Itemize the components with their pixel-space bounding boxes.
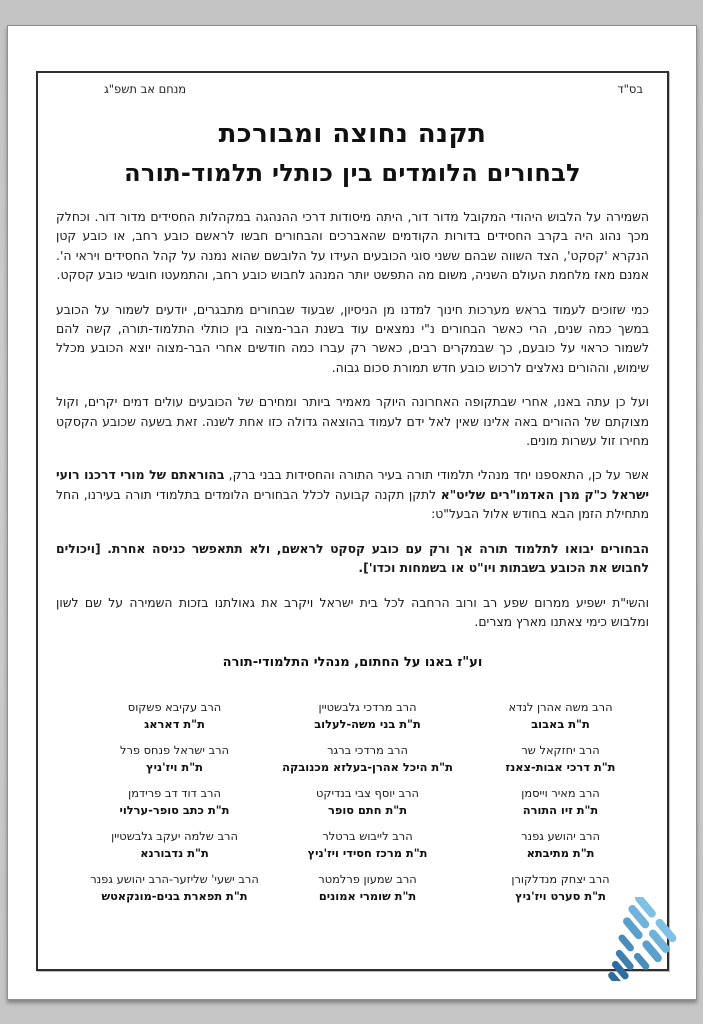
rabbi-name: הרב יחזקאל שר bbox=[521, 743, 600, 758]
school-name: ת"ת חתם סופר bbox=[328, 803, 407, 818]
title-line-2: לבחורים הלומדים בין כותלי תלמוד-תורה bbox=[124, 159, 581, 187]
title-line-1: תקנה נחוצה ומבורכת bbox=[218, 119, 487, 149]
paragraph-4-pre: אשר על כן, התאספנו יחד מנהלי תלמודי תורה בעיר התורה והחסידות בבני ברק, bbox=[224, 467, 649, 483]
paragraph-4-post: לתקן תקנה קבועה לכלל הבחורים הלומדים בתלמודי תורה בעירנו, החל מתחילת הזמן הבא בחודש אלול הבעל"ט: bbox=[56, 486, 649, 522]
paragraph-3: ועל כן עתה באנו, אחרי שבתקופה האחרונה היוקר מאמיר ביותר ומחירם של הכובעים עולים דמים יקרים, וקול מצוקתם של ההורים באה אלינו שאין לאל ידם לעמוד בהוצאה גדולה כזו אחת לשנה. זאת בשעה שכובע הקסקט מחירו זול עשרות מונים. bbox=[56, 394, 649, 449]
rabbi-name: הרב יהושע גפנר bbox=[521, 829, 600, 844]
signoff-line: וע"ז באנו על החתום, מנהלי התלמודי-תורה bbox=[222, 655, 483, 671]
paragraph-4 bbox=[56, 465, 649, 523]
school-name: ת"ת באבוב bbox=[531, 717, 590, 732]
scanned-document-page bbox=[7, 25, 697, 1000]
rabbi-name: הרב מרדכי גלבשטיין bbox=[318, 700, 417, 715]
document-border-frame bbox=[36, 71, 669, 971]
rabbi-name: הרב דוד דב פרידמן bbox=[128, 786, 221, 801]
signature-entry bbox=[521, 786, 599, 818]
signature-entry bbox=[521, 829, 600, 861]
school-name: ת"ת מרכז חסידי ויז'ניץ bbox=[307, 846, 428, 861]
signature-entry bbox=[111, 829, 238, 861]
signature-entry bbox=[308, 829, 428, 861]
signature-column-left bbox=[78, 700, 271, 915]
signature-entry bbox=[128, 700, 221, 732]
school-name: ת"ת ויז'ניץ bbox=[146, 760, 203, 775]
signature-entry bbox=[282, 743, 453, 775]
bsd-header-text: בס"ד bbox=[617, 82, 643, 96]
hebrew-date-text: מנחם אב תשפ"ג bbox=[104, 82, 187, 96]
rabbi-name: הרב יוסף צבי בנדיקט bbox=[316, 786, 419, 801]
school-name: ת"ת בני משה-לעלוב bbox=[314, 717, 421, 732]
school-name: ת"ת זיו התורה bbox=[522, 803, 599, 818]
school-name: ת"ת היכל אהרן-בעלזא מכנובקה bbox=[282, 760, 453, 775]
signature-entry bbox=[506, 743, 616, 775]
signature-entry bbox=[90, 872, 259, 904]
rabbi-name: הרב משה אהרן לנדא bbox=[508, 700, 613, 715]
document-body bbox=[38, 207, 667, 631]
signature-entry bbox=[120, 743, 229, 775]
rabbi-name: הרב מרדכי ברגר bbox=[327, 743, 408, 758]
school-name: ת"ת כתב סופר-ערלוי bbox=[119, 803, 230, 818]
paragraph-4-bold: בהוראתם של מורי דרכנו רועי ישראל כ"ק מרן האדמו"רים שליט"א bbox=[56, 467, 649, 502]
signature-entry bbox=[318, 872, 416, 904]
signature-column-right bbox=[464, 700, 657, 915]
rabbi-name: הרב יצחק מנדלקורן bbox=[511, 872, 610, 887]
school-name: ת"ת נדבורנא bbox=[140, 846, 209, 861]
signature-column-middle bbox=[271, 700, 464, 915]
signature-entry bbox=[508, 700, 612, 732]
rabbi-name: הרב שמעון פרלמטר bbox=[318, 872, 417, 887]
school-name: ת"ת שומרי אמונים bbox=[318, 889, 417, 904]
rabbi-name: הרב שלמה יעקב גלבשטיין bbox=[111, 829, 238, 844]
school-name: ת"ת דרכי אבות-צאנז bbox=[505, 760, 616, 775]
school-name: ת"ת תפארת בנים-מונקאטש bbox=[101, 889, 248, 904]
rabbi-name: הרב מאיר וייסמן bbox=[521, 786, 600, 801]
school-name: ת"ת סערט ויז'ניץ bbox=[515, 889, 606, 904]
paragraph-2: כמי שזוכים לעמוד בראש מערכות חינוך למדנו מן הניסיון, שבעוד שבחורים מתבגרים, יודעים לשמור על הכובע במשך כמה שנים, הרי כאשר הבחורים נ"י נמצאים עוד בשנת הבר-מצוה בין כותלי התלמוד-תורה, קשה להם לשמור כראוי על כובעם, כך שבמקרים רבים, כאשר רק עברו כמה חודשים אחרי הבר-מצוה יוצא הכובע מכלל שימוש, וההורים נאלצים לרכוש כובע חדש תמורת סכום גבוה. bbox=[56, 301, 649, 375]
rabbi-name: הרב ישראל פנחס פרל bbox=[120, 743, 229, 758]
signatures-grid bbox=[38, 700, 667, 915]
signature-entry bbox=[314, 700, 421, 732]
paragraph-1: השמירה על הלבוש היהודי המקובל מדור דור, היתה מיסודות דרכי ההנהגה במקהלות החסידים מדור דור. וכחלק מכך נהוג היה בקרב החסידים בדורות הקודמים שהאברכים והבחורים חבשו לראשם כובע רחב, או כובע קטן הנקרא 'קסקט', הצד השווה שבהם ששני סוגי הכובעים העידו על הלובשם שהוא נמנה על קהל החסידים ויראי ה'. אמנם מאז מלחמת העולם השניה, משום מה התפשט יותר המנהג לחבוש כובע רחב, והתמעטו חובשי כובע קסקט. bbox=[56, 209, 649, 283]
title-block bbox=[38, 119, 667, 187]
signature-entry bbox=[316, 786, 419, 818]
school-name: ת"ת מתיבתא bbox=[526, 846, 595, 861]
rabbi-name: הרב עקיבא פשקוס bbox=[127, 700, 222, 715]
rabbi-name: הרב ישעי' שליזער-הרב יהושע גפנר bbox=[90, 872, 259, 887]
paragraph-5-ruling: הבחורים יבואו לתלמוד תורה אך ורק עם כובע קסקט לראשם, ולא תתאפשר כניסה אחרת. [ויכולים לחבוש את הכובע בשבתות ויו"ט או בשמחות וכדו']. bbox=[56, 540, 649, 576]
rabbi-name: הרב לייבוש ברטלר bbox=[322, 829, 413, 844]
paragraph-6: והשי"ת ישפיע ממרום שפע רב ורוב הרחבה לכל בית ישראל ויקרב את גאולתנו בזכות השמירה על שם לשון ומלבוש כימי צאתנו מארץ מצרים. bbox=[56, 594, 649, 629]
school-name: ת"ת דאראג bbox=[144, 717, 205, 732]
signature-entry bbox=[120, 786, 230, 818]
anash-logo-icon bbox=[588, 897, 680, 981]
